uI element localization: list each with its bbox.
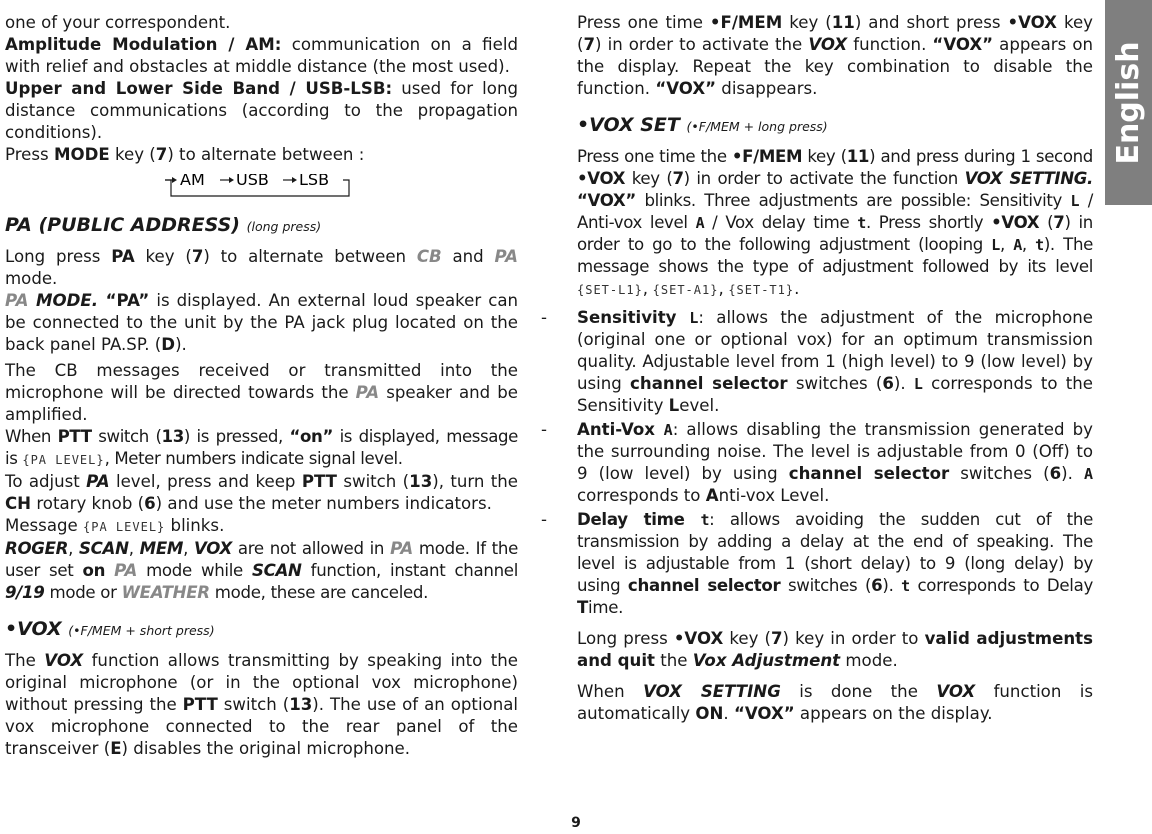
vox-settings-list — [541, 307, 1094, 619]
arrowhead-lsb — [292, 177, 297, 183]
list-item-sensitivity: - Sensitivity L: allows the adjustment of the microphone (original one or optional vox) for an optimum transmission quality. Adjustable level from 1 (high level) to 9 (low level) by using channel selector switches (6). L corresponds to the Sensitivity Level. — [541, 308, 1094, 415]
mode-cycle-svg — [163, 174, 363, 198]
not-allowed-paragraph: ROGER, SCAN, MEM, VOX are not allowed in PA mode. If the user set on PA mode while SCAN function, instant channel 9/19 mode or WEATHER mode, these are canceled. — [5, 539, 519, 602]
list-item-anti-vox: - Anti-Vox A: allows disabling the transmission generated by the surrounding noise. The level is adjustable from 0 (Off) to 9 (low level) by using channel selector switches (6). A corresponds to Anti-vox Level. — [541, 420, 1093, 505]
vox-set-paragraph: Press one time the •F/MEM key (11) and press during 1 second •VOX key (7) in order to activate the function VOX SETTING. “VOX” blinks. Three adjustments are possible: Sensitivity L / Anti-vox level A / Vox delay time t. Press shortly •VOX (7) in order to go to the following adjustment (looping L, A, t). The message shows the type of adjustment followed by its level {SET-L1}, {SET-A1}, {SET-T1}. — [577, 147, 1093, 298]
cycle-arrowhead-am — [172, 177, 177, 183]
language-tab-label: English — [1110, 40, 1146, 165]
ptt-paragraph: When PTT switch (13) is pressed, “on” is displayed, message is {PA LEVEL}, Meter numbers indicate signal level. — [5, 427, 518, 468]
vox-setting-done-paragraph: When VOX SETTING is done the VOX function is automatically ON. “VOX” appears on the display. — [577, 682, 1094, 723]
left-column — [5, 12, 518, 760]
intro-line: one of your correspondent. — [5, 13, 231, 32]
pa-mode-paragraph: PA MODE. “PA” is displayed. An external loud speaker can be connected to the unit by the PA jack plug located on the back panel PA.SP. (D). — [5, 291, 519, 354]
am-paragraph: Amplitude Modulation / AM: communication on a field with relief and obstacles at middle distance (the most used). — [5, 35, 518, 76]
diagram-usb: USB — [236, 174, 269, 189]
list-item-delay-time: - Delay time t: allows avoiding the sudden cut of the transmission by adding a delay at the end of speaking. The level is adjustable from 1 (short delay) to 9 (long delay) by using channel selector switches (6). t corresponds to Delay Time. — [541, 510, 1094, 617]
diagram-am: AM — [180, 174, 205, 189]
right-column — [541, 12, 1094, 725]
pa-long-press-paragraph: Long press PA key (7) to alternate between CB and PA mode. — [5, 247, 518, 288]
vox-activate-paragraph: Press one time •F/MEM key (11) and short press •VOX key (7) in order to activate the VOX function. “VOX” appears on the display. Repeat the key combination to disable the function. “VOX” disappears. — [577, 13, 1093, 98]
vox-heading: •VOX (•F/MEM + short press) — [5, 618, 215, 640]
vox-paragraph: The VOX function allows transmitting by speaking into the original microphone (or in the optional vox microphone) without pressing the PTT switch (13). The use of an optional vox microphone connected to the rear panel of the transceiver (E) disables the original microphone. — [5, 651, 518, 758]
long-press-vox-paragraph: Long press •VOX key (7) key in order to valid adjustments and quit the Vox Adjustment mode. — [577, 629, 1093, 670]
cb-messages-paragraph: The CB messages received or transmitted into the microphone will be directed towards the PA speaker and be amplified. — [5, 361, 518, 424]
mode-cycle-diagram — [5, 174, 518, 196]
adjust-pa-paragraph: To adjust PA level, press and keep PTT switch (13), turn the CH rotary knob (6) and use the meter numbers indicators. — [5, 472, 519, 513]
ssb-paragraph: Upper and Lower Side Band / USB-LSB: used for long distance communications (according to the propagation conditions). — [5, 79, 518, 142]
pa-heading: PA (PUBLIC ADDRESS) (long press) — [5, 214, 322, 236]
page-number: 9 — [571, 815, 581, 831]
vox-set-heading: •VOX SET (•F/MEM + long press) — [577, 114, 828, 136]
arrowhead-usb — [229, 177, 234, 183]
mode-paragraph: Press MODE key (7) to alternate between : — [5, 145, 365, 164]
diagram-lsb: LSB — [299, 174, 330, 189]
language-tab — [1105, 0, 1152, 205]
message-blinks-line: Message {PA LEVEL} blinks. — [5, 516, 225, 535]
